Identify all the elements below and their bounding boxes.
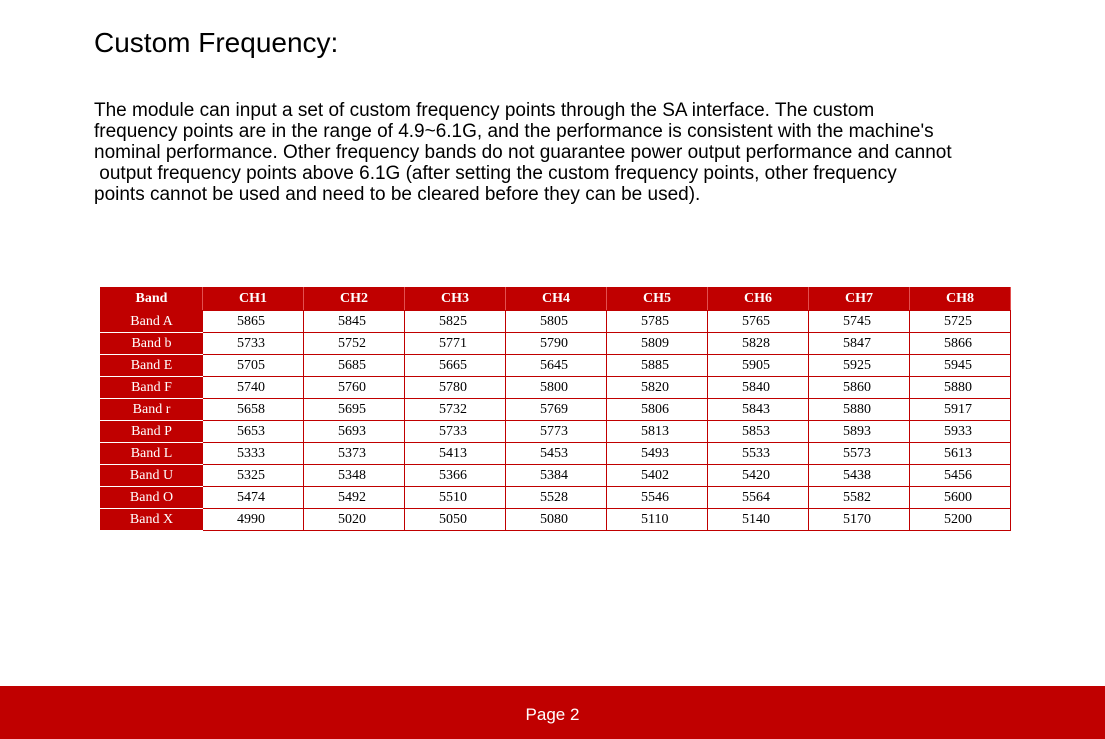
frequency-cell: 5813 (607, 421, 708, 443)
header-channel: CH2 (304, 288, 405, 311)
frequency-cell: 5765 (708, 311, 809, 333)
frequency-cell: 5880 (910, 377, 1011, 399)
frequency-cell: 5769 (506, 399, 607, 421)
frequency-cell: 5695 (304, 399, 405, 421)
table-row (101, 443, 1011, 465)
table-row (101, 487, 1011, 509)
frequency-cell: 5582 (809, 487, 910, 509)
table-row (101, 509, 1011, 531)
frequency-cell: 5533 (708, 443, 809, 465)
frequency-cell: 5800 (506, 377, 607, 399)
frequency-cell: 5693 (304, 421, 405, 443)
frequency-cell: 5110 (607, 509, 708, 531)
band-label: Band O (101, 487, 203, 509)
frequency-cell: 5820 (607, 377, 708, 399)
frequency-cell: 5384 (506, 465, 607, 487)
paragraph-line: The module can input a set of custom frequency points through the SA interface. The custom (94, 100, 875, 121)
frequency-cell: 5806 (607, 399, 708, 421)
frequency-cell: 5925 (809, 355, 910, 377)
frequency-cell: 5420 (708, 465, 809, 487)
frequency-cell: 5828 (708, 333, 809, 355)
table-row (101, 355, 1011, 377)
frequency-cell: 5740 (203, 377, 304, 399)
header-channel: CH6 (708, 288, 809, 311)
table-body (101, 311, 1011, 531)
frequency-cell: 5785 (607, 311, 708, 333)
frequency-cell: 5413 (405, 443, 506, 465)
header-channel: CH8 (910, 288, 1011, 311)
frequency-cell: 5492 (304, 487, 405, 509)
frequency-cell: 5474 (203, 487, 304, 509)
frequency-cell: 5645 (506, 355, 607, 377)
frequency-cell: 4990 (203, 509, 304, 531)
page-footer (0, 686, 1105, 739)
page-title: Custom Frequency: (94, 27, 339, 58)
band-label: Band A (101, 311, 203, 333)
frequency-cell: 5510 (405, 487, 506, 509)
frequency-cell: 5745 (809, 311, 910, 333)
band-label: Band X (101, 509, 203, 531)
frequency-cell: 5880 (809, 399, 910, 421)
header-channel: CH3 (405, 288, 506, 311)
frequency-cell: 5866 (910, 333, 1011, 355)
frequency-cell: 5685 (304, 355, 405, 377)
frequency-cell: 5705 (203, 355, 304, 377)
table-row (101, 399, 1011, 421)
frequency-cell: 5893 (809, 421, 910, 443)
table-row (101, 311, 1011, 333)
table-row (101, 465, 1011, 487)
frequency-cell: 5402 (607, 465, 708, 487)
frequency-cell: 5933 (910, 421, 1011, 443)
frequency-cell: 5773 (506, 421, 607, 443)
frequency-cell: 5020 (304, 509, 405, 531)
frequency-cell: 5333 (203, 443, 304, 465)
frequency-cell: 5140 (708, 509, 809, 531)
table-row (101, 333, 1011, 355)
frequency-cell: 5493 (607, 443, 708, 465)
header-row (101, 288, 1011, 311)
frequency-cell: 5860 (809, 377, 910, 399)
frequency-cell: 5613 (910, 443, 1011, 465)
frequency-cell: 5050 (405, 509, 506, 531)
frequency-cell: 5453 (506, 443, 607, 465)
frequency-cell: 5732 (405, 399, 506, 421)
frequency-cell: 5945 (910, 355, 1011, 377)
frequency-table (100, 287, 1011, 531)
frequency-cell: 5885 (607, 355, 708, 377)
frequency-cell: 5847 (809, 333, 910, 355)
frequency-cell: 5733 (203, 333, 304, 355)
frequency-cell: 5564 (708, 487, 809, 509)
frequency-cell: 5752 (304, 333, 405, 355)
description-paragraph (94, 100, 1014, 205)
band-label: Band P (101, 421, 203, 443)
frequency-cell: 5438 (809, 465, 910, 487)
header-channel: CH7 (809, 288, 910, 311)
frequency-cell: 5200 (910, 509, 1011, 531)
band-label: Band U (101, 465, 203, 487)
frequency-cell: 5843 (708, 399, 809, 421)
band-label: Band E (101, 355, 203, 377)
frequency-cell: 5905 (708, 355, 809, 377)
frequency-cell: 5366 (405, 465, 506, 487)
frequency-cell: 5658 (203, 399, 304, 421)
frequency-cell: 5348 (304, 465, 405, 487)
frequency-cell: 5780 (405, 377, 506, 399)
frequency-cell: 5456 (910, 465, 1011, 487)
frequency-cell: 5080 (506, 509, 607, 531)
paragraph-line: nominal performance. Other frequency bands do not guarantee power output performance and cannot (94, 142, 952, 163)
frequency-cell: 5771 (405, 333, 506, 355)
paragraph-line: points cannot be used and need to be cleared before they can be used). (94, 184, 701, 205)
frequency-cell: 5325 (203, 465, 304, 487)
frequency-cell: 5790 (506, 333, 607, 355)
table-row (101, 377, 1011, 399)
frequency-cell: 5546 (607, 487, 708, 509)
frequency-cell: 5917 (910, 399, 1011, 421)
frequency-cell: 5653 (203, 421, 304, 443)
page-number: Page 2 (525, 705, 580, 724)
frequency-cell: 5573 (809, 443, 910, 465)
band-label: Band b (101, 333, 203, 355)
frequency-cell: 5665 (405, 355, 506, 377)
frequency-cell: 5825 (405, 311, 506, 333)
frequency-cell: 5845 (304, 311, 405, 333)
frequency-cell: 5528 (506, 487, 607, 509)
paragraph-line: output frequency points above 6.1G (after setting the custom frequency points, other frequency (94, 163, 897, 184)
frequency-cell: 5809 (607, 333, 708, 355)
frequency-cell: 5725 (910, 311, 1011, 333)
frequency-cell: 5733 (405, 421, 506, 443)
frequency-cell: 5760 (304, 377, 405, 399)
frequency-cell: 5373 (304, 443, 405, 465)
header-band: Band (101, 288, 203, 311)
band-label: Band r (101, 399, 203, 421)
table-header (101, 288, 1011, 311)
header-channel: CH4 (506, 288, 607, 311)
header-channel: CH5 (607, 288, 708, 311)
frequency-cell: 5600 (910, 487, 1011, 509)
paragraph-line: frequency points are in the range of 4.9~6.1G, and the performance is consistent with the machine's (94, 121, 934, 142)
frequency-cell: 5853 (708, 421, 809, 443)
header-channel: CH1 (203, 288, 304, 311)
band-label: Band F (101, 377, 203, 399)
band-label: Band L (101, 443, 203, 465)
frequency-cell: 5865 (203, 311, 304, 333)
table-row (101, 421, 1011, 443)
frequency-cell: 5805 (506, 311, 607, 333)
frequency-cell: 5840 (708, 377, 809, 399)
frequency-cell: 5170 (809, 509, 910, 531)
